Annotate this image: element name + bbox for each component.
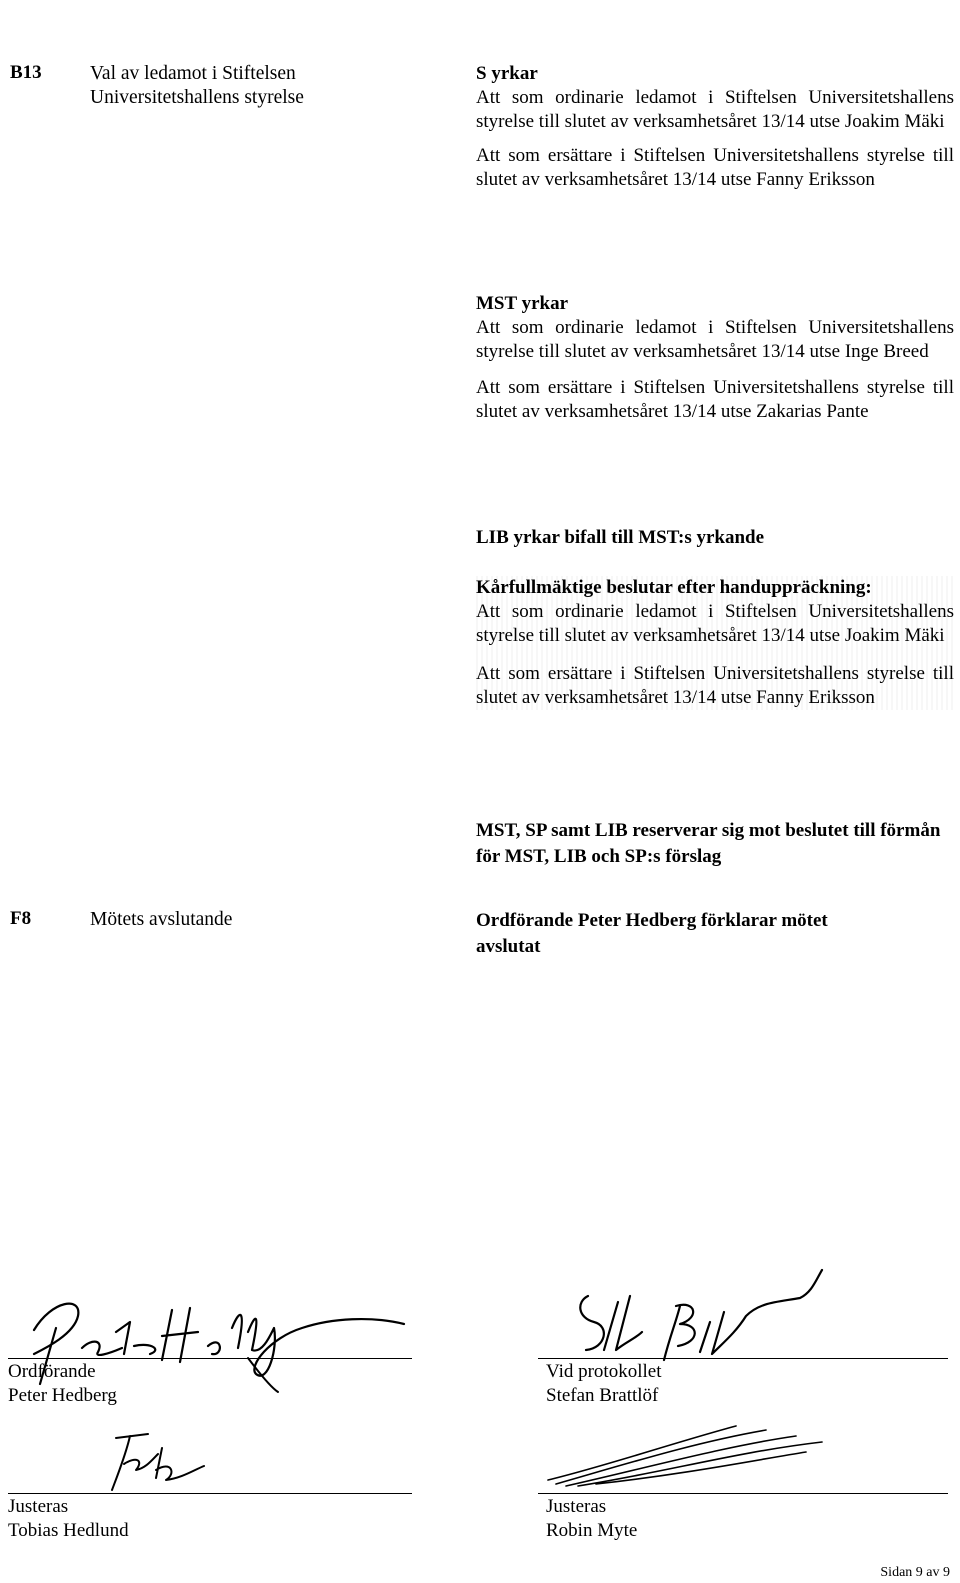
page-number: Sidan 9 av 9 [880, 1565, 950, 1580]
decision-paragraph: Att som ordinarie ledamot i Stiftelsen Universitetshallens styrelse till slutet av verksamhetsåret 13/14 utse Joakim Mäki [476, 601, 954, 646]
block-heading: S yrkar [476, 63, 538, 84]
block-mst-yrkar [476, 292, 954, 424]
motion-paragraph: Att som ersättare i Stiftelsen Universitetshallens styrelse till slutet av verksamhetsåret 13/14 utse Fanny Eriksson [476, 145, 954, 190]
item-title-f8 [90, 908, 410, 932]
chair-signature-line [8, 1358, 412, 1359]
block-heading: MST, SP samt LIB reserverar sig mot beslutet till förmån för MST, LIB och SP:s förslag [476, 820, 941, 867]
decision-paragraph: Att som ersättare i Stiftelsen Universitetshallens styrelse till slutet av verksamhetsåret 13/14 utse Fanny Eriksson [476, 663, 954, 708]
chair-signature-block [8, 1360, 117, 1408]
block-heading: LIB yrkar bifall till MST:s yrkande [476, 527, 765, 548]
motion-paragraph: Att som ordinarie ledamot i Stiftelsen Universitetshallens styrelse till slutet av verksamhetsåret 13/14 utse Inge Breed [476, 317, 954, 362]
item-title-line: Val av ledamot i Stiftelsen [90, 63, 296, 84]
block-decision [476, 576, 954, 710]
signature-role: Justeras [8, 1496, 69, 1517]
secretary-signature [560, 1262, 860, 1370]
adjuster2-signature-line [538, 1493, 948, 1494]
item-code-f8: F8 [10, 908, 32, 929]
block-closing [476, 908, 954, 960]
block-s-yrkar [476, 62, 954, 192]
signature-name: Robin Myte [546, 1520, 638, 1541]
signature-name: Stefan Brattlöf [546, 1385, 659, 1406]
adjuster2-signature [536, 1420, 836, 1492]
item-title-b13 [90, 62, 410, 110]
motion-paragraph: Att som ersättare i Stiftelsen Universitetshallens styrelse till slutet av verksamhetsåret 13/14 utse Zakarias Pante [476, 377, 954, 422]
signature-role: Vid protokollet [546, 1361, 662, 1382]
item-code-b13: B13 [10, 62, 42, 83]
secretary-signature-block [546, 1360, 661, 1408]
adjuster1-signature-block [8, 1495, 129, 1543]
signature-name: Tobias Hedlund [8, 1520, 129, 1541]
adjuster1-signature-line [8, 1493, 412, 1494]
block-lib-yrkar [476, 526, 954, 550]
item-title-line: Universitetshallens styrelse [90, 87, 304, 108]
adjuster2-signature-block [546, 1495, 637, 1543]
adjuster1-signature [86, 1430, 216, 1494]
signature-role: Justeras [546, 1496, 607, 1517]
motion-paragraph: Att som ordinarie ledamot i Stiftelsen Universitetshallens styrelse till slutet av verksamhetsåret 13/14 utse Joakim Mäki [476, 87, 954, 132]
signature-role: Ordförande [8, 1361, 96, 1382]
item-title-line: Mötets avslutande [90, 909, 233, 930]
block-reservation [476, 818, 954, 870]
block-heading: Ordförande Peter Hedberg förklarar mötet avslutat [476, 910, 828, 957]
secretary-signature-line [538, 1358, 948, 1359]
signature-name: Peter Hedberg [8, 1385, 117, 1406]
block-heading: Kårfullmäktige beslutar efter handuppräckning: [476, 577, 872, 598]
block-heading: MST yrkar [476, 293, 569, 314]
